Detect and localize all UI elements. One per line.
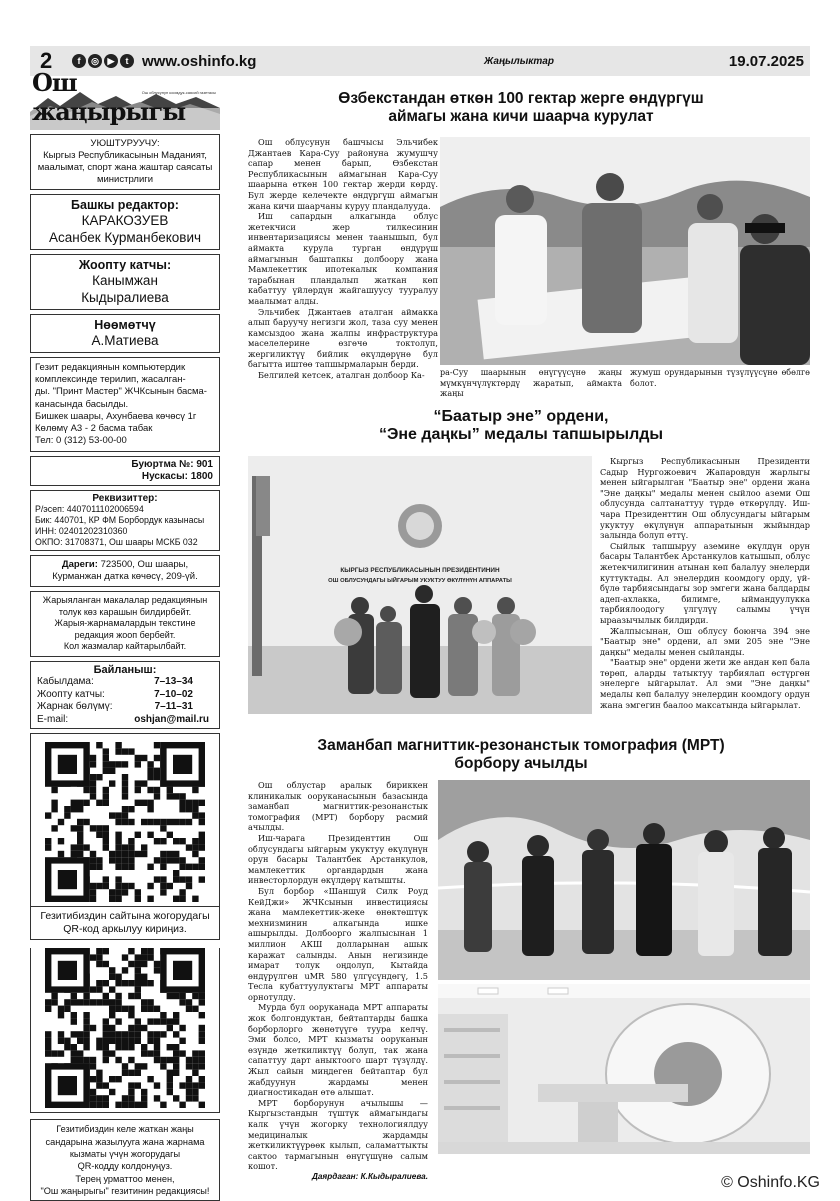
contact-row: [37, 701, 213, 714]
order-label: Буюртма №:: [131, 459, 194, 471]
secretary-surname: Кыдыралиева: [81, 290, 169, 305]
logo-title: Ош жаңырыгы: [32, 68, 186, 126]
publisher-info: [30, 357, 220, 452]
requisites-title: Реквизиттер:: [92, 493, 158, 505]
article3-photo-ribbon: [438, 780, 810, 980]
contact-label: Жарнак бөлүмү:: [37, 701, 113, 713]
logo-tagline: Ош облусунун коомдук-саясий газетасы: [141, 90, 216, 95]
article1-body: [248, 137, 438, 397]
notice-line: редакция жооп бербейт.: [74, 629, 176, 640]
photo-mri-machine: [438, 984, 810, 1154]
article-paragraph: Сыйлык тапшыруу аземине өкүлдүн орун басары Талантбек Арстанкулов катышып, облус жетекчилигинин атынан көп балалуу энелерди куттуктады. Ал энелердин коомдогу орду, үй-бүлө тарбиясындагы зор эмгеги жана балдарды адеп-ахлакка, билимге, ыймандуулукка тарбиялоодогу үлгүлүү салымы үчүн ыраазычылык билдирди.: [600, 540, 811, 625]
article1-caption-right: жумуш орундарынын түзүлүүсүнө өбөлгө болот.: [630, 368, 810, 388]
article-paragraph: "Баатыр эне" ордени жети же андан көп бала төрөп, аларды татыктуу тарбиялап өстүргөн энелерге ыйгарылат. Ал эми "Эне даңкы" медалы көп балалуу энелердин коомдогу ордун жана эмгегин баалоо максатында ыйгарылат.: [600, 657, 810, 710]
headline-line: Заманбап магниттик-резонанстык томография (МРТ): [317, 737, 725, 754]
contact-row: [37, 676, 213, 689]
address-line: Курманжан датка көчөсү, 209-үй.: [52, 571, 198, 583]
order-value: 901: [196, 459, 213, 471]
headline-line: “Баатыр эне” ордени,: [433, 408, 609, 425]
subscribe-line: Гезитибиздин келе жаткан жаңы: [56, 1124, 194, 1135]
article2-headline: [232, 408, 810, 444]
section-title: Жаңылыктар: [484, 55, 554, 67]
contact-phone[interactable]: 7–13–34: [154, 676, 193, 688]
notice-line: Жарыя-жарнамалардын текстине: [54, 618, 196, 629]
founder-title: УЮШТУРУУЧУ:: [90, 138, 160, 149]
subscribe-line: сандарына жазылууга жана жарнама: [45, 1136, 205, 1147]
photo-award-ceremony: [248, 456, 592, 714]
publisher-line: Гезит редакциянын компьютердик: [35, 362, 186, 373]
website-url[interactable]: www.oshinfo.kg: [142, 52, 257, 70]
article-paragraph: Эльчибек Джантаев аталган аймакка алып баруучу негизги жол, таза суу менен камсыздоо жана жалпы инфраструктура маселелерине өзгөчө токтолуп, жергиликтүү бийлик өкүлдөрүнө бул багытта иштөө тапшырмаларын берди.: [248, 306, 438, 370]
notice-line: Кол жазмалар кайтарылбайт.: [63, 641, 187, 652]
contact-label: Кабылдама:: [37, 676, 94, 688]
subscribe-line: Терең урматтоо менен,: [75, 1173, 175, 1184]
requisites-line: ИНН: 02401202310360: [35, 526, 128, 537]
contact-row: [37, 689, 213, 702]
qr-caption-site: Гезитибиздин сайтына жогорудагы QR-код аркылуу кириңиз.: [31, 906, 219, 939]
publisher-line: канасында басылды.: [35, 398, 129, 410]
article3-body: [248, 780, 428, 1181]
contact-row: [37, 714, 213, 727]
publisher-line: Бишкек шаары, Ахунбаева көчөсү 1г: [35, 410, 197, 422]
article1-caption-left: ра-Суу шаарынын өнүгүүсүнө жаңы мүмкүнчүлүктөрдү жаратып, аймакта жаңы: [440, 368, 622, 398]
qr-code-icon[interactable]: [40, 948, 210, 1108]
article-paragraph: Ош облусунун башчысы Эльчибек Джантаев Кара-Суу районуна жумушчу сапар менен барып, Өзбекстан Республикасынын аймагынан Кара-Суу шаарына өткөн 100 гектар жерди көрдү. Бул жерде келечекте өндүргүш аймагын жана кичи шаарчаны куруу пландалууда.: [248, 137, 438, 211]
contacts-box: [30, 661, 220, 730]
founder-box: [30, 134, 220, 190]
notice-line: Жарыяланган макалалар редакциянын: [42, 595, 208, 606]
publisher-line: комплексинде терилип, жасалган-: [35, 374, 186, 386]
subscribe-line: "Ош жаңырыгы" гезитинин редакциясы!: [40, 1185, 210, 1196]
publisher-line: Тел: 0 (312) 53-00-00: [35, 435, 127, 447]
secretary-firstname: Канымжан: [92, 273, 158, 288]
article2-photo: [248, 456, 592, 714]
headline-line: “Эне даңкы” медалы тапшырылды: [378, 426, 664, 443]
qr-code-icon[interactable]: [40, 742, 210, 902]
photo-officials-site-visit: [440, 137, 810, 365]
duty-box: [30, 314, 220, 353]
order-info: [30, 456, 220, 486]
twitter-icon[interactable]: t: [120, 54, 134, 68]
headline-line: аймагы жана кичи шаарча курулат: [388, 108, 654, 125]
youtube-icon[interactable]: ▶: [104, 54, 118, 68]
article2-body: [600, 456, 810, 714]
address-box: [30, 555, 220, 587]
copies-label: Нускасы:: [141, 471, 188, 483]
contact-label: E-mail:: [37, 713, 69, 725]
social-icons: [72, 54, 134, 68]
secretary-title: Жоопту катчы:: [78, 258, 172, 272]
qr-block-site: [30, 733, 220, 940]
editorial-notice: [30, 591, 220, 657]
address-line: 723500, Ош шаары,: [97, 559, 189, 571]
article3-headline: [232, 737, 810, 773]
subscribe-line: QR-кодду колдонуңуз.: [77, 1161, 173, 1172]
editor-title: Башкы редактор:: [71, 198, 179, 212]
editor-name: Асанбек Курманбекович: [48, 230, 202, 245]
article-paragraph: Белгилей кетсек, аталган долбоор Ка-: [258, 370, 425, 381]
banner-text-line2: ОШ ОБЛУСУНДАГЫ ЫЙГАРЫМ УКУКТУУ ӨКҮЛҮНҮН АППАРАТЫ: [328, 578, 512, 584]
publisher-line: Көлөмү А3 - 2 басма табак: [35, 423, 153, 435]
notice-line: толук көз карашын билдирбейт.: [58, 606, 192, 617]
article-paragraph: Жалпысынан, Ош облусу боюнча 394 эне "Баатыр эне" ордени, ал эми 205 эне "Эне даңкы" медалы менен сыйланды.: [600, 625, 810, 657]
facebook-icon[interactable]: f: [72, 54, 86, 68]
contacts-title: Байланыш:: [93, 663, 157, 676]
masthead-column: [30, 68, 220, 1201]
newspaper-logo: [30, 68, 220, 130]
article-paragraph: Иш-чарага Президенттин Ош облусундагы ыйгарым укуктуу өкүлүнүн орун басары Талантбек Арстанкулов, мамлекеттик органдардын жана инвесторлордун өкүлдөрү катышты.: [248, 832, 428, 886]
article-paragraph: Иш сапардын алкагында облус жетекчиси жер тилкесинин инвентаризациясы менен таанышып, бул аймакта курула турган өндүрүш аймагынын баштапкы долбоору жана Мамлекеттик ипотекалык компания тарабынан пландалып жаткан көп кабаттуу үйлөрдүн жайгашуусу тууралуу маалымат алды.: [248, 211, 438, 306]
secretary-box: [30, 254, 220, 310]
contact-phone[interactable]: 7–11–31: [154, 701, 193, 713]
article1-headline: [232, 90, 810, 126]
address-label: Дареги:: [61, 559, 98, 571]
article-paragraph: МРТ борборунун ачылышы — Кыргызстандын түштүк аймагындагы калк үчүн жогорку технологиялдуу медициналык жардамды жеткиликтүүрөөк кылып, саламаттыкты сактоо тармагынын өнүгүшүнө салым кошот.: [248, 1097, 428, 1172]
article-paragraph: Кыргыз Республикасынын Президенти Садыр Нургожоевич Жапаровдун жарлыгы менен ыйгарылган "Баатыр эне" ордени жана "Эне даңкы" медалы менен сыйлоо аземи Ош облусунда салтанаттуу түрдө өткөрүлдү. Иш-чара Президенттин Ош облусундагы ыйгарым укуктуу өкүлүнүн аппаратынын жыйындар залында болуп өттү.: [600, 456, 810, 541]
requisites-box: [30, 490, 220, 551]
contact-phone[interactable]: 7–10–02: [154, 688, 193, 700]
copyright-notice: © Oshinfo.KG: [721, 1174, 820, 1191]
contact-email[interactable]: oshjan@mail.ru: [134, 713, 209, 725]
copies-value: 1800: [190, 471, 213, 483]
requisites-line: ОКПО: 31708371, Ош шаары МСКБ 032: [35, 537, 198, 548]
article-paragraph: Ош облустар аралык бириккен клиникалык ооруканасынын базасында заманбап магниттик-резонанстык томография (МРТ) борбору расмий ачылды.: [248, 780, 428, 833]
editor-box: [30, 194, 220, 250]
publisher-line: ды. "Принт Мастер" ЖЧКсынын басма-: [35, 386, 207, 398]
page-number: 2: [40, 48, 53, 73]
subscribe-notice: [30, 1119, 220, 1201]
article1-photo: [440, 137, 810, 365]
headline-line: борбору ачылды: [454, 755, 588, 772]
qr-block-subscribe: [30, 948, 220, 1113]
article-signature: Даярдаган: К.Кыдыралиева.: [311, 1171, 428, 1181]
founder-text: Кыргыз Республикасынын Маданият, маалымат, спорт жана жаштар саясаты министрлиги: [37, 150, 213, 185]
photo-ribbon-cutting: [438, 780, 810, 980]
duty-name: А.Матиева: [91, 333, 159, 348]
issue-date: 19.07.2025: [728, 52, 804, 70]
requisites-line: Р/эсеп: 4407011102006594: [35, 504, 144, 515]
duty-title: Нөөмөтчү: [94, 318, 156, 332]
subscribe-line: кызматы үчүн жогорудагы: [69, 1149, 181, 1160]
requisites-line: Бик: 440701, КР ФМ Борбордук казынасы: [35, 515, 205, 526]
article-paragraph: Мурда бул ооруканада МРТ аппараты жок болгондуктан, бейтаптарды башка борборлорго жөнөтүүгө туура келчү. Эми болсо, МРТ кызматы ооруканын өзүндө жеткиликтүү болуп, так жана сапаттуу дарт аныктоого шарт түзүлдү. Жыл сайын миңдеген бейтаптар бул жабдуунун жардамы менен диагностикадан өтө алышат.: [248, 1002, 428, 1098]
editor-surname: КАРАКОЗУЕВ: [81, 213, 169, 228]
instagram-icon[interactable]: ◎: [88, 54, 102, 68]
article-paragraph: Бул борбор «Шаншуй Силк Роуд КейДжи» ЖЧКсынын инвестициясы жана мамлекеттик-жеке өнөктөштүк мехнизминин алкагында ишке ашырылды. Долбоорго жалпысынан 1 миллион АКШ долларынан ашык каражат салынды. Анын негизинде имарат толук оңдолуп, Кытайда өндүрүлгөн uMR 580 үлгүсүндөгү, 1.5 Тесла кубаттуулуктагы МРТ аппараты орнотулду.: [248, 885, 428, 1002]
contact-label: Жоопту катчы:: [37, 688, 105, 700]
banner-text-line1: КЫРГЫЗ РЕСПУБЛИКАСЫНЫН ПРЕЗИДЕНТИНИН: [340, 567, 500, 574]
headline-line: Өзбекстандан өткөн 100 гектар жерге өндүргүш: [338, 90, 704, 107]
article3-photo-mri: [438, 984, 810, 1154]
